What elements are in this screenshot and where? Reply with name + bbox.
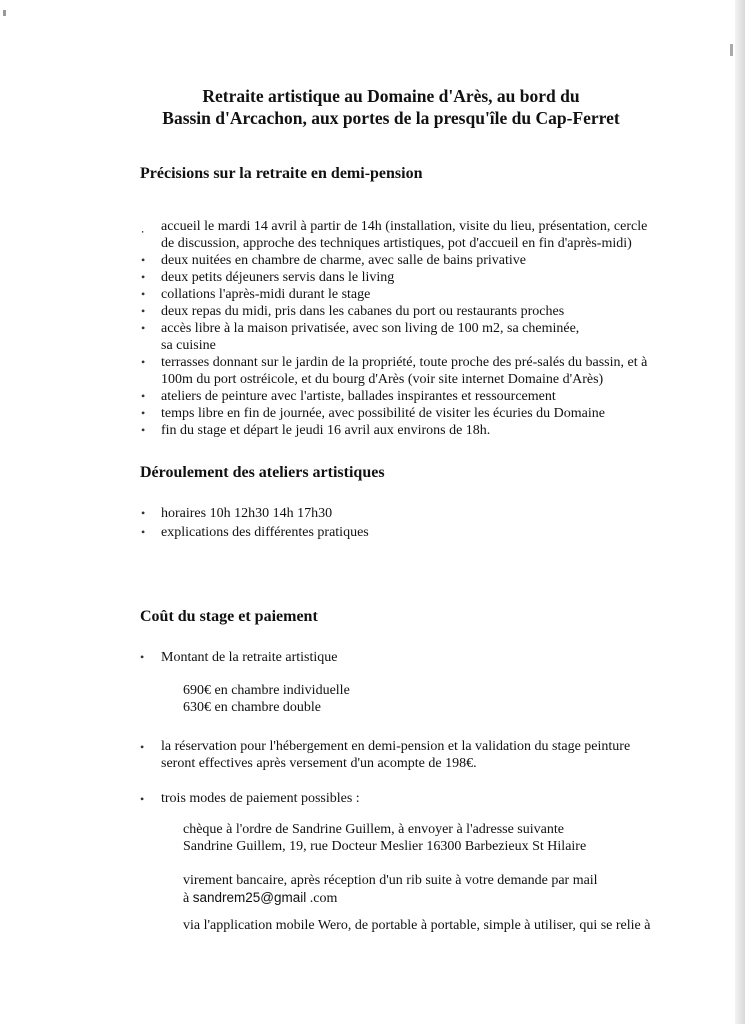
list-item: • fin du stage et départ le jeudi 16 avril aux environs de 18h. <box>141 423 491 438</box>
email-link[interactable]: sandrem25@gmail <box>192 890 307 905</box>
bullet-icon: • <box>141 506 146 520</box>
payment-modes-label: trois modes de paiement possibles : <box>161 791 360 806</box>
bullet-icon: • <box>141 355 146 369</box>
bullet-icon: • <box>141 423 146 437</box>
bullet-icon: • <box>141 321 146 335</box>
bullet-icon: • <box>141 525 146 539</box>
title-line-2: Bassin d'Arcachon, aux portes de la presqu'île du Cap-Ferret <box>162 108 620 128</box>
list-item: • deux repas du midi, pris dans les cabanes du port ou restaurants proches <box>141 304 565 319</box>
bullet-icon: • <box>141 304 146 318</box>
bullet-icon: • <box>140 740 145 754</box>
list-item: • ateliers de peinture avec l'artiste, ballades inspirantes et ressourcement <box>141 389 556 404</box>
reservation-text: la réservation pour l'hébergement en demi-pension et la validation du stage peinture seront effectives après versement d'un acompte de 198€. <box>161 739 631 771</box>
list-item: ⸳ accueil le mardi 14 avril à partir de 14h (installation, visite du lieu, présentation, cercle de discussion, approche des techniques artistiques, pot d'accueil en fin d'après-midi) <box>141 219 648 251</box>
list-item: • collations l'après-midi durant le stage <box>141 287 371 302</box>
price-double: 630€ en chambre double <box>183 700 322 715</box>
bullet-icon: • <box>141 389 146 403</box>
payment-wero: via l'application mobile Wero, de portable à portable, simple à utiliser, qui se relie à <box>183 918 651 933</box>
bullet-icon: • <box>141 253 146 267</box>
bullet-icon: • <box>141 287 146 301</box>
price-single: 690€ en chambre individuelle <box>183 683 350 698</box>
bullet-icon: • <box>140 650 145 664</box>
section-heading-cout: Coût du stage et paiement <box>140 608 318 625</box>
precisions-list <box>140 218 647 439</box>
section-heading-deroulement: Déroulement des ateliers artistiques <box>140 464 385 481</box>
list-item: • terrasses donnant sur le jardin de la propriété, toute proche des pré-salés du bassin, et à 100m du port ostréicole, et du bourg d'Arès (voir site internet Domaine d'Arès) <box>141 355 648 387</box>
bullet-icon: • <box>141 270 146 284</box>
document-title <box>0 85 745 129</box>
payment-virement: virement bancaire, après réception d'un rib suite à votre demande par mail à sandrem25@gmail .com <box>183 873 598 906</box>
list-item: • accès libre à la maison privatisée, avec son living de 100 m2, sa cheminée, sa cuisine <box>141 321 580 353</box>
bullet-icon: ⸳ <box>141 223 145 237</box>
list-item: • explications des différentes pratiques <box>141 525 369 540</box>
section-heading-precisions: Précisions sur la retraite en demi-pension <box>140 165 423 182</box>
deroulement-list <box>140 505 369 541</box>
bullet-icon: • <box>140 792 145 806</box>
bullet-icon: • <box>141 406 146 420</box>
list-item: • horaires 10h 12h30 14h 17h30 <box>141 506 333 521</box>
payment-cheque: chèque à l'ordre de Sandrine Guillem, à envoyer à l'adresse suivante Sandrine Guillem, 19, rue Docteur Meslier 16300 Barbezieux St Hilaire <box>183 822 587 854</box>
list-item: • temps libre en fin de journée, avec possibilité de visiter les écuries du Domaine <box>141 406 605 421</box>
scan-mark <box>730 44 733 56</box>
scan-mark <box>3 10 6 16</box>
scan-edge-shadow <box>735 0 745 1024</box>
list-item: • deux petits déjeuners servis dans le living <box>141 270 395 285</box>
list-item: • deux nuitées en chambre de charme, avec salle de bains privative <box>141 253 527 268</box>
montant-label: Montant de la retraite artistique <box>161 650 338 665</box>
title-line-1: Retraite artistique au Domaine d'Arès, au bord du <box>202 86 580 106</box>
